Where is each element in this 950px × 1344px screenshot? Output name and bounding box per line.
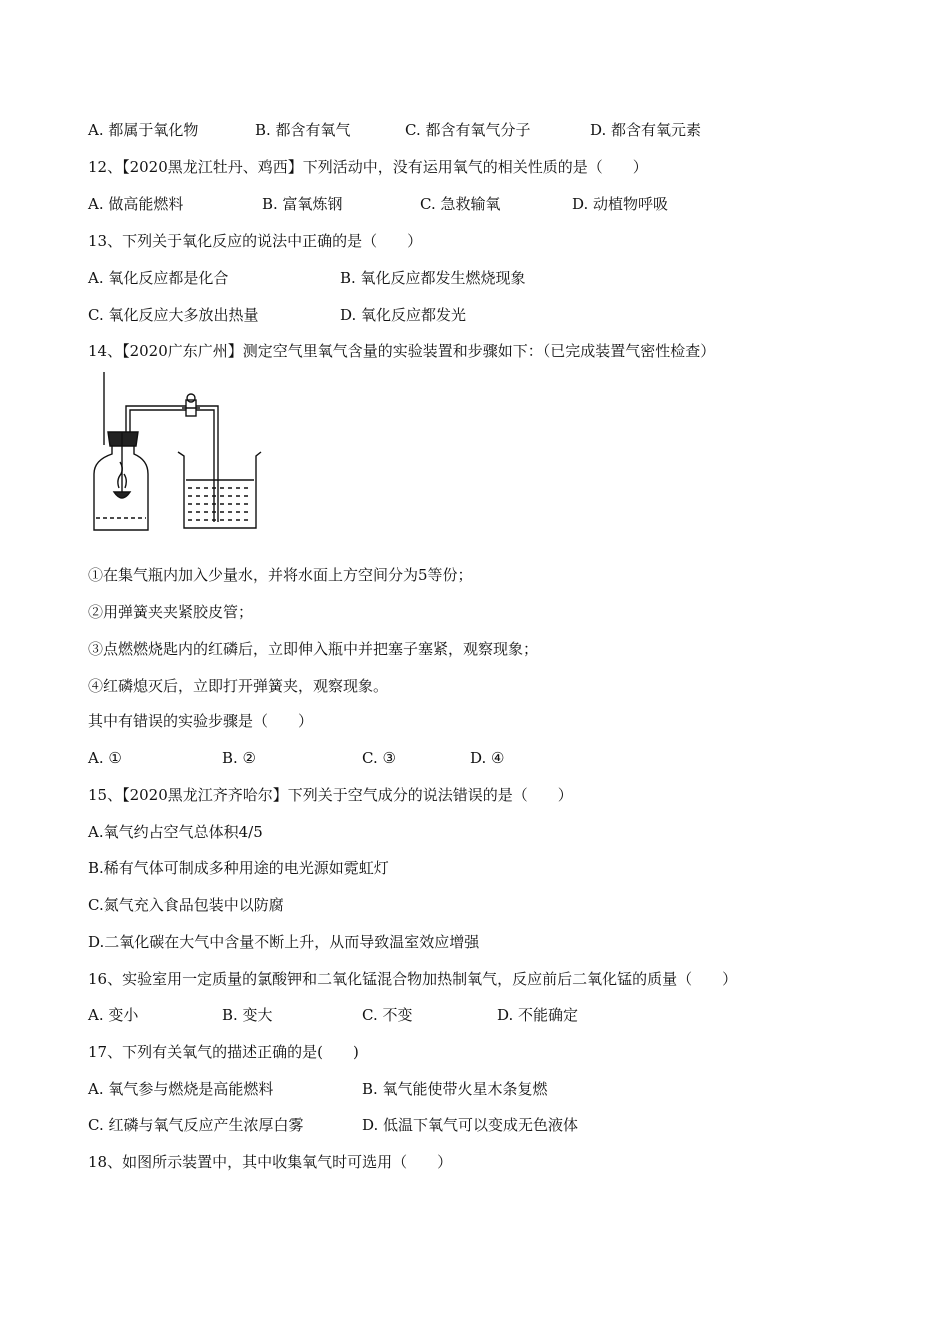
q16-stem: 16、实验室用一定质量的氯酸钾和二氧化锰混合物加热制氧气，反应前后二氧化锰的质量（ ）: [88, 970, 738, 988]
q16-option-b: B. 变大: [222, 1006, 273, 1024]
q17-stem: 17、下列有关氧气的描述正确的是( ): [88, 1043, 359, 1061]
oxygen-experiment-apparatus-figure: [86, 370, 276, 535]
q15-option-d: D.二氧化碳在大气中含量不断上升，从而导致温室效应增强: [88, 933, 480, 951]
q13-option-a: A. 氧化反应都是化合: [88, 269, 229, 287]
q16-option-d: D. 不能确定: [497, 1006, 579, 1024]
q12-option-a: A. 做高能燃料: [88, 195, 184, 213]
q14-option-b: B. ②: [222, 749, 257, 767]
q11-option-a: A. 都属于氧化物: [88, 121, 199, 139]
q12-option-c: C. 急救输氧: [420, 195, 501, 213]
q15-stem: 15、【2020黑龙江齐齐哈尔】下列关于空气成分的说法错误的是（ ）: [88, 786, 573, 804]
q14-step-4: ④红磷熄灭后，立即打开弹簧夹，观察现象。: [88, 677, 389, 695]
q18-stem: 18、如图所示装置中，其中收集氧气时可选用（ ）: [88, 1153, 453, 1171]
q13-option-b: B. 氧化反应都发生燃烧现象: [340, 269, 526, 287]
q11-option-d: D. 都含有氧元素: [590, 121, 702, 139]
q17-option-d: D. 低温下氧气可以变成无色液体: [362, 1116, 579, 1134]
q15-option-b: B.稀有气体可制成多种用途的电光源如霓虹灯: [88, 859, 389, 877]
q11-option-b: B. 都含有氧气: [255, 121, 351, 139]
q17-option-c: C. 红磷与氧气反应产生浓厚白雾: [88, 1116, 304, 1134]
q14-option-a: A. ①: [88, 749, 122, 767]
q14-question: 其中有错误的实验步骤是（ ）: [88, 712, 314, 730]
q13-stem: 13、下列关于氧化反应的说法中正确的是（ ）: [88, 232, 423, 250]
q14-option-c: C. ③: [362, 749, 396, 767]
q11-option-c: C. 都含有氧气分子: [405, 121, 531, 139]
q16-option-a: A. 变小: [88, 1006, 139, 1024]
q14-step-3: ③点燃燃烧匙内的红磷后，立即伸入瓶中并把塞子塞紧，观察现象；: [88, 640, 539, 658]
q13-option-d: D. 氧化反应都发光: [340, 306, 467, 324]
q16-option-c: C. 不变: [362, 1006, 413, 1024]
q14-option-d: D. ④: [470, 749, 505, 767]
q12-option-d: D. 动植物呼吸: [572, 195, 669, 213]
q14-step-2: ②用弹簧夹夹紧胶皮管；: [88, 603, 254, 621]
q15-option-a: A.氧气约占空气总体积4/5: [88, 823, 263, 841]
q12-stem: 12、【2020黑龙江牡丹、鸡西】下列活动中，没有运用氧气的相关性质的是（ ）: [88, 158, 648, 176]
q17-option-a: A. 氧气参与燃烧是高能燃料: [88, 1080, 274, 1098]
q12-option-b: B. 富氧炼钢: [262, 195, 343, 213]
q15-option-c: C.氮气充入食品包装中以防腐: [88, 896, 284, 914]
q13-option-c: C. 氧化反应大多放出热量: [88, 306, 259, 324]
q14-stem: 14、【2020广东广州】测定空气里氧气含量的实验装置和步骤如下：（已完成装置气密性检查）: [88, 342, 716, 360]
q17-option-b: B. 氧气能使带火星木条复燃: [362, 1080, 548, 1098]
q14-step-1: ①在集气瓶内加入少量水，并将水面上方空间分为5等份；: [88, 566, 473, 584]
